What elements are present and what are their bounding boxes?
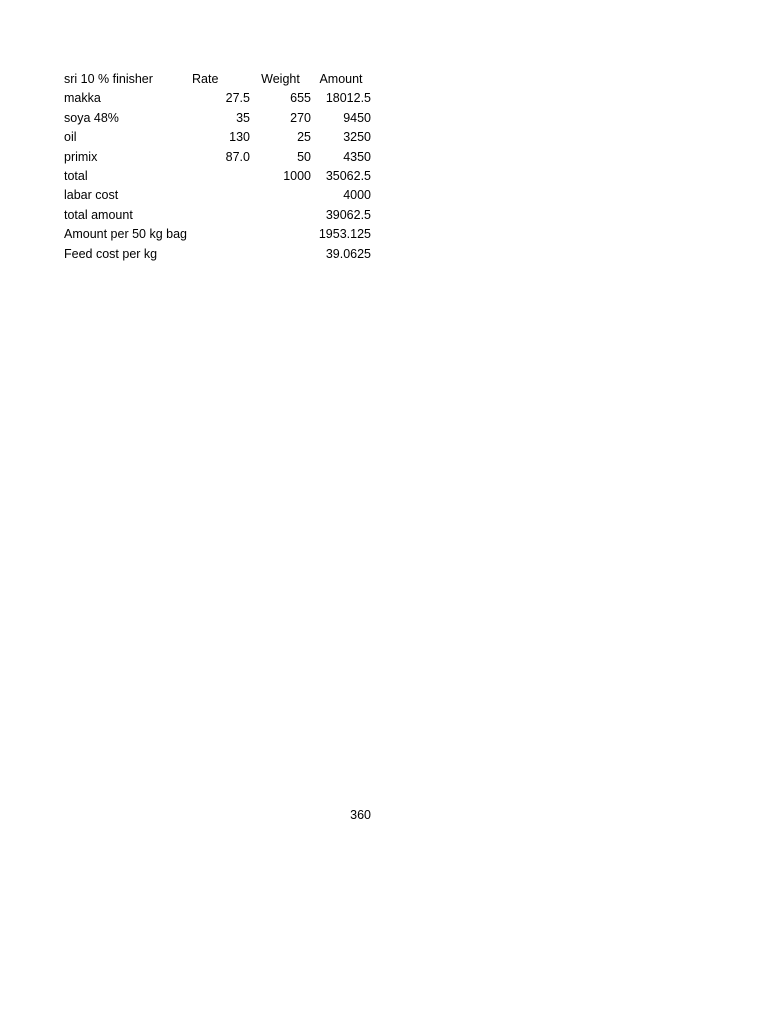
row-name-cell[interactable]: soya 48%	[64, 110, 119, 125]
row-weight-cell[interactable]: 655	[290, 91, 311, 106]
row-weight-cell[interactable]	[250, 245, 311, 264]
row-name-cell[interactable]: total	[64, 168, 88, 183]
rate-header-cell[interactable]: Rate	[192, 72, 219, 86]
row-amount-cell[interactable]: 18012.5	[325, 91, 371, 106]
row-rate-cell[interactable]: 35	[236, 110, 250, 125]
table-title-cell[interactable]: sri 10 % finisher	[64, 72, 153, 86]
row-weight-cell[interactable]: 50	[297, 149, 311, 164]
row-amount-cell[interactable]: 4350	[343, 149, 371, 164]
row-rate-cell[interactable]: 130	[229, 130, 250, 145]
row-rate-cell[interactable]: 87.0	[225, 149, 250, 164]
row-rate-cell[interactable]	[192, 225, 250, 244]
row-weight-cell[interactable]: 270	[290, 110, 311, 125]
row-weight-cell[interactable]	[250, 225, 311, 244]
amount-header-cell[interactable]: Amount	[319, 72, 363, 86]
row-name-cell[interactable]: primix	[64, 149, 98, 164]
row-rate-cell[interactable]	[192, 186, 250, 205]
footer-value-cell[interactable]: 360	[350, 808, 371, 822]
row-name-cell[interactable]: Feed cost per kg	[64, 246, 158, 261]
row-weight-cell[interactable]: 1000	[283, 168, 311, 183]
row-amount-cell[interactable]: 4000	[343, 188, 371, 203]
row-amount-cell[interactable]: 35062.5	[325, 168, 371, 183]
row-amount-cell[interactable]: 39.0625	[325, 246, 371, 261]
row-weight-cell[interactable]	[250, 206, 311, 225]
row-amount-cell[interactable]: 9450	[343, 110, 371, 125]
feed-cost-table	[64, 70, 371, 264]
row-name-cell[interactable]: labar cost	[64, 188, 119, 203]
row-rate-cell[interactable]	[192, 167, 250, 186]
row-name-cell[interactable]: oil	[64, 130, 77, 145]
row-amount-cell[interactable]: 1953.125	[318, 227, 371, 242]
row-weight-cell[interactable]	[250, 186, 311, 205]
row-rate-cell[interactable]	[192, 245, 250, 264]
row-weight-cell[interactable]: 25	[297, 130, 311, 145]
row-rate-cell[interactable]: 27.5	[225, 91, 250, 106]
row-rate-cell[interactable]	[192, 206, 250, 225]
row-name-cell[interactable]: total amount	[64, 207, 133, 222]
row-amount-cell[interactable]: 39062.5	[325, 207, 371, 222]
row-name-cell[interactable]: makka	[64, 91, 101, 106]
weight-header-cell[interactable]: Weight	[261, 72, 300, 86]
row-amount-cell[interactable]: 3250	[343, 130, 371, 145]
row-name-cell[interactable]: Amount per 50 kg bag	[64, 227, 187, 242]
